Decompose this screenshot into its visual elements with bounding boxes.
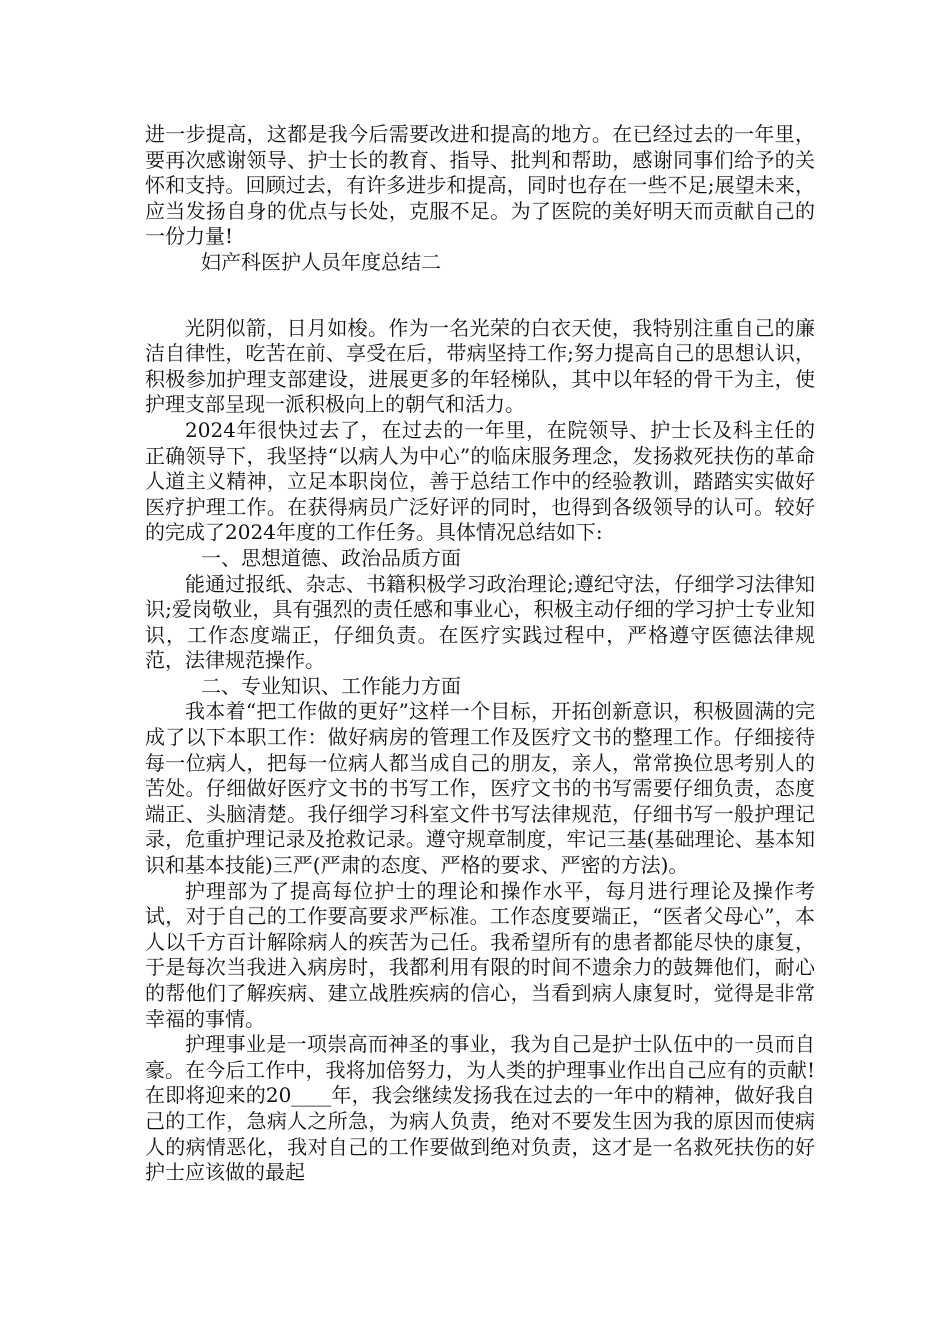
subheading-ideology: 一、思想道德、政治品质方面 — [201, 545, 461, 570]
paragraph-ideology: 能通过报纸、杂志、书籍积极学习政治理论;遵纪守法，仔细学习法律知识;爱岗敬业，具有强烈的责任感和事业心，积极主动仔细的学习护士专业知识，工作态度端正，仔细负责。在医疗实践过程中，严格遵守医德法律规范，法律规范操作。 — [145, 571, 815, 673]
subheading-professional: 二、专业知识、工作能力方面 — [201, 673, 461, 698]
paragraph-continuation: 进一步提高，这都是我今后需要改进和提高的地方。在已经过去的一年里，要再次感谢领导、护士长的教育、指导、批判和帮助，感谢同事们给予的关怀和支持。回顾过去，有许多进步和提高，同时也存在一些不足;展望未来，应当发扬自身的优点与长处，克服不足。为了医院的美好明天而贡献自己的一份力量! — [145, 122, 815, 249]
paragraph-professional: 我本着“把工作做的更好”这样一个目标，开拓创新意识，积极圆满的完成了以下本职工作：做好病房的管理工作及医疗文书的整理工作。仔细接待每一位病人，把每一位病人都当成自己的朋友，亲人，常常换位思考别人的苦处。仔细做好医疗文书的书写工作，医疗文书的书写需要仔细负责，态度端正、头脑清楚。我仔细学习科室文件书写法律规范，仔细书写一般护理记录，危重护理记录及抢救记录。遵守规章制度，牢记三基(基础理论、基本知识和基本技能)三严(严肃的态度、严格的要求、严密的方法)。 — [145, 699, 815, 878]
paragraph-intro: 光阴似箭，日月如梭。作为一名光荣的白衣天使，我特别注重自己的廉洁自律性，吃苦在前、享受在后，带病坚持工作;努力提高自己的思想认识，积极参加护理支部建设，进展更多的年轻梯队，其中以年轻的骨干为主，使护理支部呈现一派积极向上的朝气和活力。 — [145, 315, 815, 417]
paragraph-training: 护理部为了提高每位护士的理论和操作水平，每月进行理论及操作考试，对于自己的工作要高要求严标准。工作态度要端正，“医者父母心”，本人以千方百计解除病人的疾苦为己任。我希望所有的患者都能尽快的康复，于是每次当我进入病房时，我都利用有限的时间不遗余力的鼓舞他们，耐心的帮他们了解疾病、建立战胜疾病的信心，当看到病人康复时，觉得是非常幸福的事情。 — [145, 878, 815, 1031]
document-body — [145, 122, 815, 1186]
section-title: 妇产科医护人员年度总结二 — [201, 249, 441, 274]
paragraph-overview: 2024年很快过去了，在过去的一年里，在院领导、护士长及科主任的正确领导下，我坚持“以病人为中心”的临床服务理念，发扬救死扶伤的革命人道主义精神，立足本职岗位，善于总结工作中的经验教训，踏踏实实做好医疗护理工作。在获得病员广泛好评的同时，也得到各级领导的认可。较好的完成了2024年度的工作任务。具体情况总结如下: — [145, 417, 815, 545]
paragraph-conclusion: 护理事业是一项崇高而神圣的事业，我为自己是护士队伍中的一员而自豪。在今后工作中，我将加倍努力，为人类的护理事业作出自己应有的贡献!在即将迎来的20____年，我会继续发扬我在过去的一年中的精神，做好我自己的工作，急病人之所急，为病人负责，绝对不要发生因为我的原因而使病人的病情恶化，我对自己的工作要做到绝对负责，这才是一名救死扶伤的好护士应该做的最起 — [145, 1032, 815, 1185]
blank-spacer — [145, 276, 815, 316]
